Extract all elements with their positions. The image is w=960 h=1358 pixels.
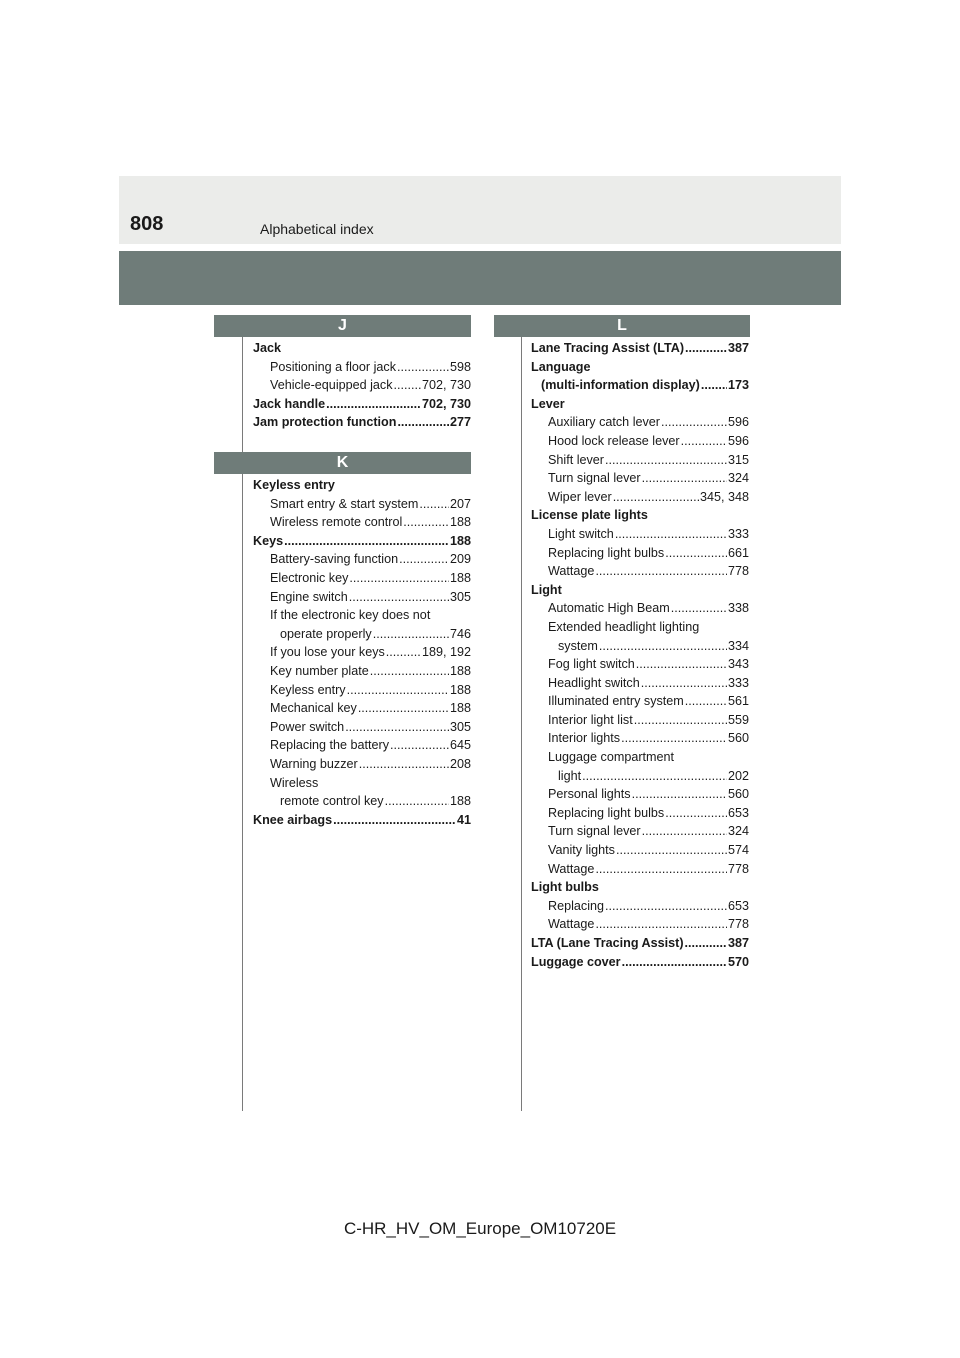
index-entry xyxy=(253,606,471,625)
index-entry-label: Jack handle xyxy=(253,396,326,411)
index-entry-page: 207 xyxy=(449,496,471,511)
index-entry xyxy=(253,569,471,588)
index-entry-label: Wattage xyxy=(548,861,595,876)
index-entry-page: 778 xyxy=(727,917,749,932)
index-entry xyxy=(531,525,749,544)
index-entry xyxy=(531,637,749,656)
document-code: C-HR_HV_OM_Europe_OM10720E xyxy=(343,1219,617,1238)
index-entry-page: 324 xyxy=(727,471,749,486)
index-entry-page: 570 xyxy=(727,954,749,969)
index-entry xyxy=(253,532,471,551)
index-entry-label: Wattage xyxy=(548,564,595,579)
index-entry-label: Replacing xyxy=(548,898,605,913)
index-entry xyxy=(531,674,749,693)
index-entry-label: light xyxy=(558,768,582,783)
index-entry-page: 598 xyxy=(449,359,471,374)
index-entry-label: Turn signal lever xyxy=(548,824,641,839)
leader-dots xyxy=(622,953,727,972)
index-entry-label: Positioning a floor jack xyxy=(270,359,397,374)
header-band xyxy=(119,176,841,244)
leader-dots xyxy=(419,495,449,514)
index-entry-label: Knee airbags xyxy=(253,812,333,827)
leader-dots xyxy=(284,532,449,551)
leader-dots xyxy=(616,841,727,860)
index-entry-page: 387 xyxy=(727,936,749,950)
index-entry-page: 305 xyxy=(449,589,471,604)
index-entry xyxy=(531,692,749,711)
index-entry xyxy=(531,358,749,377)
leader-dots xyxy=(599,637,727,656)
index-entry xyxy=(253,358,471,377)
index-entry xyxy=(531,822,749,841)
index-entry-page: 653 xyxy=(727,898,749,913)
index-entry-page: 334 xyxy=(727,638,749,653)
index-entry-label: Jack xyxy=(253,341,282,355)
index-entry-page: 188 xyxy=(449,570,471,585)
index-entry-page: 645 xyxy=(449,738,471,753)
index-entry-page: 173 xyxy=(727,378,749,393)
leader-dots xyxy=(634,711,727,730)
index-entry-page: 338 xyxy=(727,601,749,616)
index-entry-page: 333 xyxy=(727,526,749,541)
index-entry-page: 596 xyxy=(727,415,749,430)
leader-dots xyxy=(632,785,727,804)
leader-dots xyxy=(359,755,449,774)
index-entry-label: Hood lock release lever xyxy=(548,433,680,448)
index-entry xyxy=(531,897,749,916)
leader-dots xyxy=(399,550,449,569)
index-entry xyxy=(531,915,749,934)
index-entry-label: Interior lights xyxy=(548,731,621,746)
index-entry-page: 188 xyxy=(449,682,471,697)
index-entry xyxy=(253,662,471,681)
index-list-j xyxy=(253,339,471,432)
leader-dots xyxy=(605,451,727,470)
index-entry xyxy=(531,953,749,972)
leader-dots xyxy=(397,413,449,432)
index-entry xyxy=(253,550,471,569)
leader-dots xyxy=(358,699,449,718)
index-entry xyxy=(253,413,471,432)
index-entry-label: Mechanical key xyxy=(270,701,357,716)
right-column-rule xyxy=(521,336,522,1111)
index-entry-label: Wireless xyxy=(270,775,319,790)
index-entry xyxy=(531,581,749,600)
leader-dots xyxy=(595,562,727,581)
leader-dots xyxy=(642,469,727,488)
index-entry xyxy=(253,774,471,793)
index-entry-label: Smart entry & start system xyxy=(270,496,419,511)
index-entry-page: 188 xyxy=(449,663,471,678)
index-entry-label: LTA (Lane Tracing Assist) xyxy=(531,936,684,950)
leader-dots xyxy=(347,681,449,700)
index-entry-page: 209 xyxy=(449,552,471,567)
leader-dots xyxy=(373,625,449,644)
index-entry xyxy=(253,699,471,718)
page-number: 808 xyxy=(130,213,164,235)
index-entry-page: 746 xyxy=(449,626,471,641)
index-entry-page: 277 xyxy=(449,415,471,430)
index-entry-page: 560 xyxy=(727,787,749,802)
index-entry xyxy=(531,469,749,488)
index-entry-label: Replacing light bulbs xyxy=(548,805,665,820)
index-entry-label: system xyxy=(558,638,598,653)
index-entry xyxy=(531,451,749,470)
leader-dots xyxy=(385,792,449,811)
index-entry-page: 188 xyxy=(449,794,471,809)
leader-dots xyxy=(582,767,727,786)
leader-dots xyxy=(621,729,727,748)
index-entry-page: 596 xyxy=(727,433,749,448)
index-entry xyxy=(531,395,749,414)
index-entry-page: 560 xyxy=(727,731,749,746)
index-entry-label: Fog light switch xyxy=(548,657,635,672)
index-entry xyxy=(531,599,749,618)
index-entry-label: Shift lever xyxy=(548,452,604,467)
index-entry-page: 702, 730 xyxy=(421,396,471,411)
index-entry-page: 702, 730 xyxy=(421,378,471,393)
index-entry xyxy=(531,544,749,563)
index-entry xyxy=(531,618,749,637)
index-entry-page: 778 xyxy=(727,564,749,579)
index-list-k xyxy=(253,476,471,829)
index-entry xyxy=(253,681,471,700)
index-entry xyxy=(531,934,749,953)
index-entry-page: 324 xyxy=(727,824,749,839)
index-entry-label: remote control key xyxy=(280,794,384,809)
index-entry-page: 208 xyxy=(449,756,471,771)
index-entry-page: 561 xyxy=(727,694,749,709)
leader-dots xyxy=(333,811,456,830)
index-entry xyxy=(531,506,749,525)
leader-dots xyxy=(681,432,727,451)
index-entry-label: Language xyxy=(531,359,591,374)
index-entry-page: 305 xyxy=(449,719,471,734)
index-entry-label: If you lose your keys xyxy=(270,645,385,660)
index-entry-label: Wiper lever xyxy=(548,489,612,504)
index-entry xyxy=(531,488,749,507)
section-letter-j: J xyxy=(214,315,471,337)
index-entry-page: 387 xyxy=(727,341,749,355)
index-entry xyxy=(253,476,471,495)
index-entry-label: Lane Tracing Assist (LTA) xyxy=(531,341,685,355)
leader-dots xyxy=(665,544,727,563)
decorative-band xyxy=(119,251,841,305)
section-letter-k: K xyxy=(214,452,471,474)
index-entry-label: Engine switch xyxy=(270,589,348,604)
leader-dots xyxy=(370,662,449,681)
index-entry-page: 778 xyxy=(727,861,749,876)
index-entry-label: Keyless entry xyxy=(253,478,335,492)
index-entry-page: 315 xyxy=(727,452,749,467)
index-entry xyxy=(253,755,471,774)
index-entry-page: 188 xyxy=(449,533,471,548)
index-entry-label: Illuminated entry system xyxy=(548,694,684,709)
index-entry-label: Replacing light bulbs xyxy=(548,545,665,560)
index-entry-label: Headlight switch xyxy=(548,675,640,690)
index-entry-label: Light bulbs xyxy=(531,880,599,895)
index-entry-label: Interior light list xyxy=(548,712,633,727)
leader-dots xyxy=(345,718,449,737)
index-entry-label: Vehicle-equipped jack xyxy=(270,378,393,393)
index-entry xyxy=(253,736,471,755)
section-title: Alphabetical index xyxy=(260,221,374,237)
index-list-l xyxy=(531,339,749,971)
leader-dots xyxy=(403,513,449,532)
leader-dots xyxy=(394,376,421,395)
index-entry-label: Light xyxy=(531,582,562,597)
section-letter-l: L xyxy=(494,315,750,337)
index-entry-label: Keys xyxy=(253,533,284,548)
leader-dots xyxy=(636,655,727,674)
index-entry-label: If the electronic key does not xyxy=(270,608,431,623)
leader-dots xyxy=(671,599,727,618)
index-entry xyxy=(531,804,749,823)
index-entry-label: Wattage xyxy=(548,917,595,932)
index-entry-label: Electronic key xyxy=(270,570,349,585)
index-entry xyxy=(253,811,471,830)
index-entry xyxy=(531,655,749,674)
index-entry-label: Personal lights xyxy=(548,787,631,802)
leader-dots xyxy=(595,915,727,934)
index-entry-page: 343 xyxy=(727,657,749,672)
index-entry-label: Extended headlight lighting xyxy=(548,619,700,634)
index-entry-page: 202 xyxy=(727,768,749,783)
leader-dots xyxy=(685,692,727,711)
index-entry xyxy=(253,792,471,811)
index-entry-label: operate properly xyxy=(280,626,372,641)
index-entry-label: Keyless entry xyxy=(270,682,346,697)
index-entry xyxy=(531,432,749,451)
leader-dots xyxy=(642,822,727,841)
index-entry-label: Auxiliary catch lever xyxy=(548,415,660,430)
index-entry-label: (multi-information display) xyxy=(541,378,700,393)
index-entry-label: Warning buzzer xyxy=(270,756,358,771)
index-entry-page: 653 xyxy=(727,805,749,820)
index-entry xyxy=(531,878,749,897)
index-entry xyxy=(531,729,749,748)
leader-dots xyxy=(661,413,727,432)
leader-dots xyxy=(349,588,449,607)
index-entry-label: Power switch xyxy=(270,719,345,734)
index-entry-label: Lever xyxy=(531,396,565,411)
index-entry-page: 574 xyxy=(727,843,749,858)
index-entry-page: 559 xyxy=(727,712,749,727)
index-entry-page: 333 xyxy=(727,675,749,690)
index-entry-label: Key number plate xyxy=(270,663,369,678)
leader-dots xyxy=(701,376,727,395)
index-entry xyxy=(253,395,471,414)
leader-dots xyxy=(613,488,699,507)
index-entry xyxy=(253,513,471,532)
index-entry-page: 189, 192 xyxy=(421,645,471,660)
index-entry-label: License plate lights xyxy=(531,508,648,523)
index-entry xyxy=(531,767,749,786)
index-entry xyxy=(531,785,749,804)
leader-dots xyxy=(665,804,727,823)
index-entry-label: Luggage compartment xyxy=(548,750,675,765)
index-entry xyxy=(253,588,471,607)
index-entry xyxy=(531,562,749,581)
index-entry-page: 345, 348 xyxy=(699,489,749,504)
leader-dots xyxy=(595,860,727,879)
index-entry xyxy=(531,841,749,860)
leader-dots xyxy=(641,674,727,693)
index-entry xyxy=(253,339,471,358)
index-entry xyxy=(253,495,471,514)
index-entry xyxy=(531,748,749,767)
leader-dots xyxy=(326,395,421,414)
index-entry xyxy=(253,625,471,644)
index-entry-label: Turn signal lever xyxy=(548,471,641,486)
index-entry xyxy=(531,339,749,358)
index-entry-page: 188 xyxy=(449,515,471,530)
leader-dots xyxy=(397,358,449,377)
leader-dots xyxy=(605,897,727,916)
leader-dots xyxy=(685,934,727,953)
index-entry xyxy=(531,860,749,879)
index-entry-page: 661 xyxy=(727,545,749,560)
index-entry-label: Automatic High Beam xyxy=(548,601,670,616)
leader-dots xyxy=(390,736,449,755)
index-entry-label: Wireless remote control xyxy=(270,515,403,530)
index-entry-page: 41 xyxy=(456,812,471,827)
index-entry-page: 188 xyxy=(449,701,471,716)
index-entry-label: Luggage cover xyxy=(531,954,621,969)
index-entry xyxy=(253,718,471,737)
index-entry-label: Battery-saving function xyxy=(270,552,399,567)
index-entry-label: Replacing the battery xyxy=(270,738,390,753)
index-entry-label: Light switch xyxy=(548,526,614,541)
leader-dots xyxy=(349,569,449,588)
index-entry xyxy=(531,376,749,395)
leader-dots xyxy=(685,339,727,358)
leader-dots xyxy=(615,525,727,544)
index-entry xyxy=(531,413,749,432)
index-entry xyxy=(253,643,471,662)
index-entry-label: Vanity lights xyxy=(548,843,615,858)
index-entry xyxy=(531,711,749,730)
index-entry xyxy=(253,376,471,395)
index-entry-label: Jam protection function xyxy=(253,415,397,430)
leader-dots xyxy=(386,643,421,662)
